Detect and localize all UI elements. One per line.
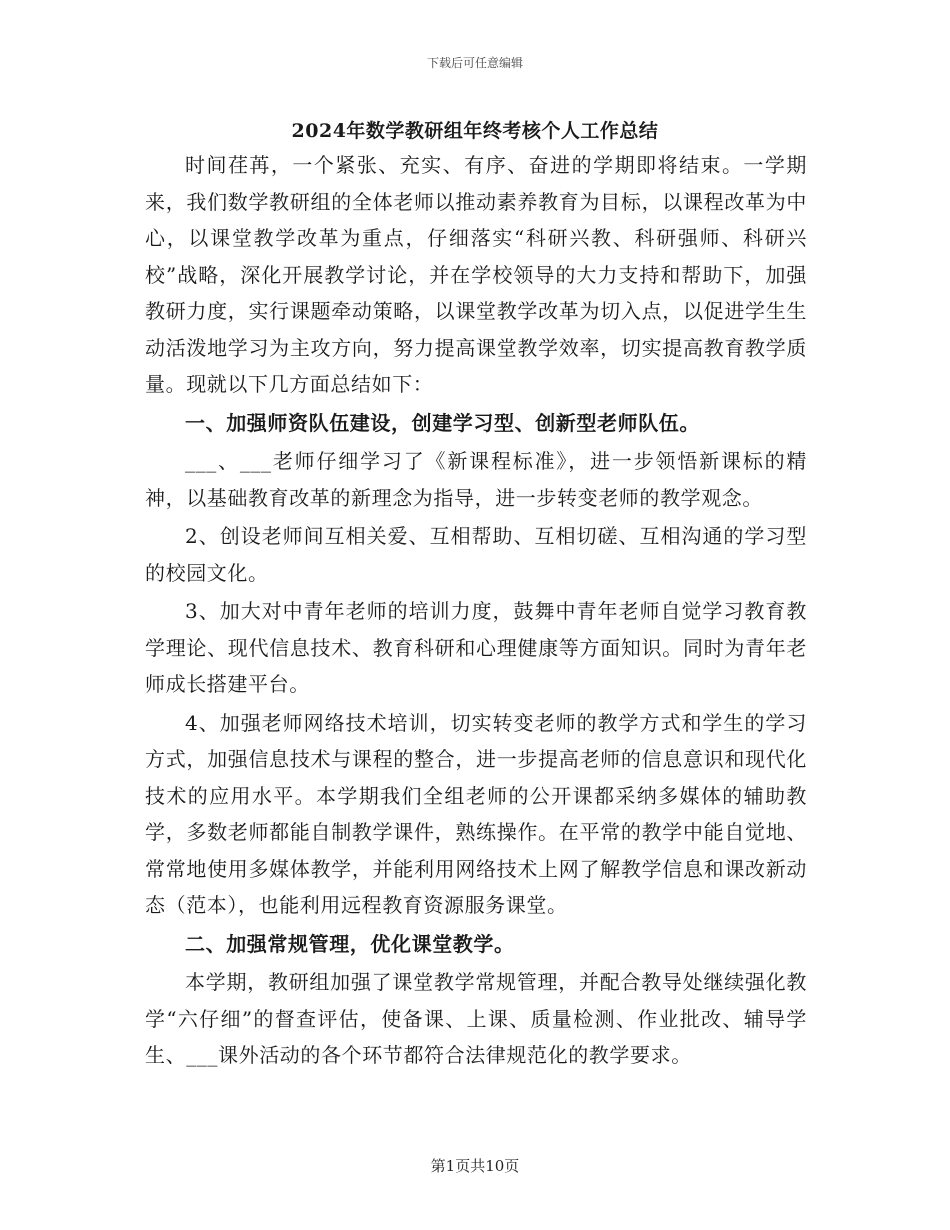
section-heading-2: 二、加强常规管理，优化课堂教学。 xyxy=(185,931,515,956)
header-note: 下载后可任意编辑 xyxy=(426,56,523,70)
paragraph-section-2: 本学期，教研组加强了课堂教学常规管理，并配合教导处继续强化教学“六仔细”的督查评估，使备课、上课、质量检测、作业批改、辅导学生、___课外活动的各个环节都符合法律规范化的教学要求。 xyxy=(145,970,807,1067)
page-number-footer: 第1页共10页 xyxy=(430,1157,520,1175)
paragraph-item-2: 2、创设老师间互相关爱、互相帮助、互相切磋、互相沟通的学习型的校园文化。 xyxy=(145,524,807,585)
paragraph-item-4: 4、加强老师网络技术培训，切实转变老师的教学方式和学生的学习方式，加强信息技术与课程的整合，进一步提高老师的信息意识和现代化技术的应用水平。本学期我们全组老师的公开课都采纳多媒体的辅助教学，多数老师都能自制教学课件，熟练操作。在平常的教学中能自觉地、常常地使用多媒体教学，并能利用网络技术上网了解教学信息和课改新动态（范本），也能利用远程教育资源服务课堂。 xyxy=(145,710,807,917)
paragraph-item-3: 3、加大对中青年老师的培训力度，鼓舞中青年老师自觉学习教育教学理论、现代信息技术、教育科研和心理健康等方面知识。同时为青年老师成长搭建平台。 xyxy=(145,599,807,696)
paragraph-item-1: ___、___老师仔细学习了《新课程标准》，进一步领悟新课标的精神，以基础教育改革的新理念为指导，进一步转变老师的教学观念。 xyxy=(145,449,807,510)
paragraph-intro: 时间荏苒，一个紧张、充实、有序、奋进的学期即将结束。一学期来，我们数学教研组的全体老师以推动素养教育为目标，以课程改革为中心，以课堂教学改革为重点，仔细落实“科研兴教、科研强师、科研兴校”战略，深化开展教学讨论，并在学校领导的大力支持和帮助下，加强教研力度，实行课题牵动策略，以课堂教学改革为切入点，以促进学生生动活泼地学习为主攻方向，努力提高课堂教学效率，切实提高教育教学质量。现就以下几方面总结如下： xyxy=(145,153,807,396)
section-heading-1: 一、加强师资队伍建设，创建学习型、创新型老师队伍。 xyxy=(185,410,700,435)
document-title: 2024年数学教研组年终考核个人工作总结 xyxy=(291,120,659,142)
document-body xyxy=(145,147,807,1074)
